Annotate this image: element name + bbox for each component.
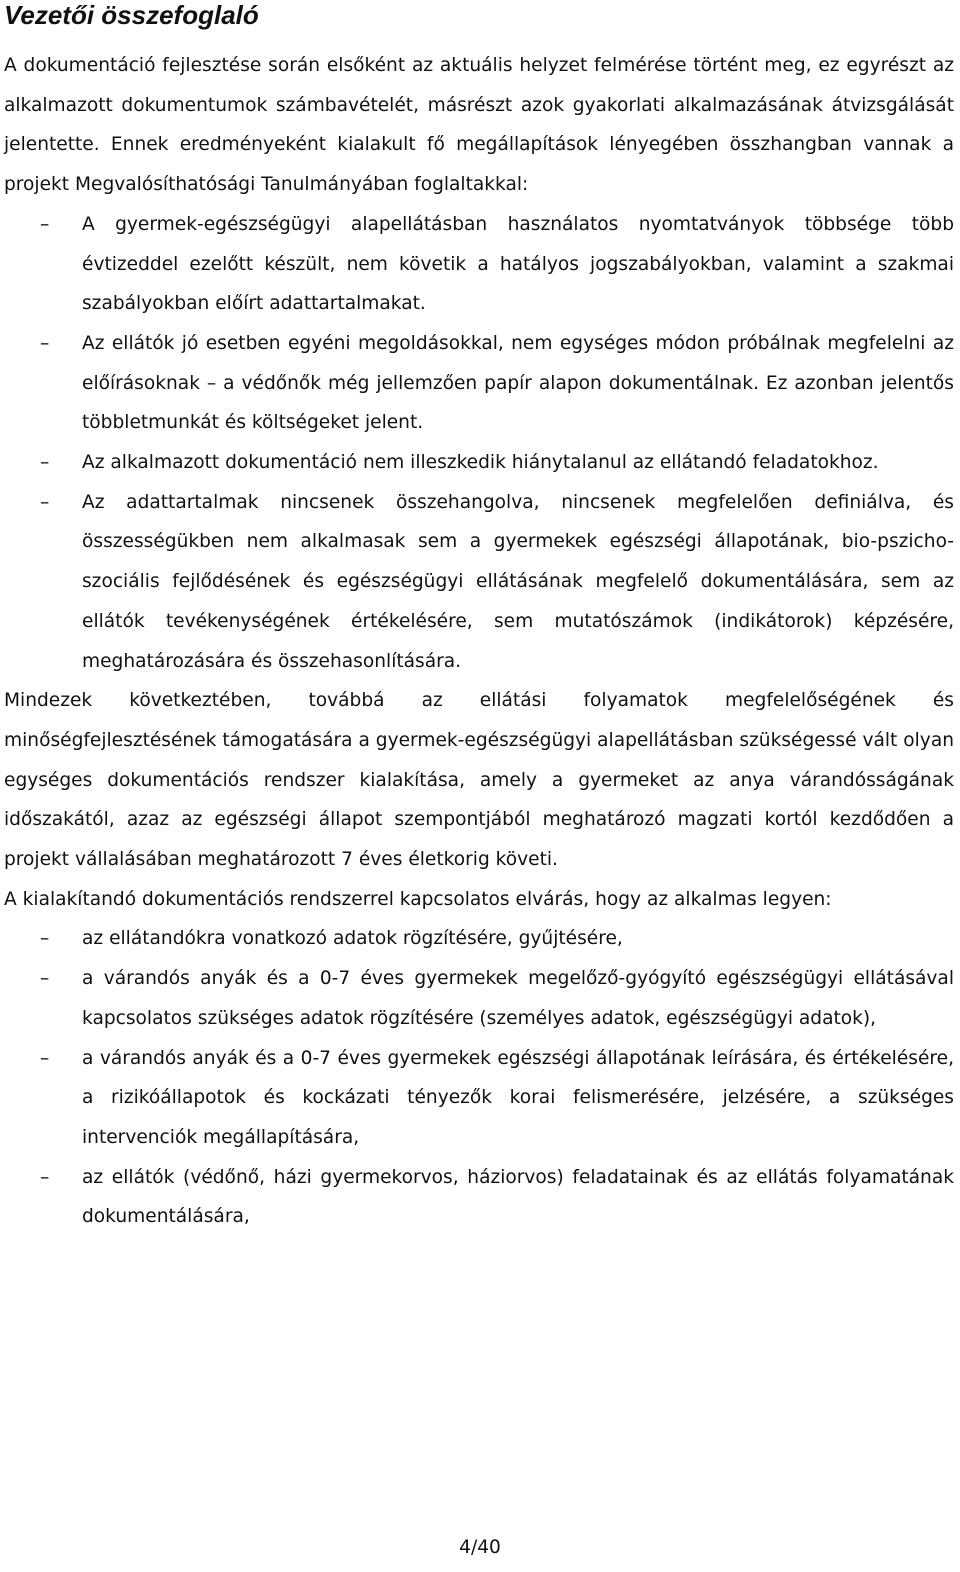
list-item [4,205,954,324]
page-number: 4/40 [459,1537,501,1558]
list-item [4,324,954,443]
requirement-text: a várandós anyák és a 0-7 éves gyermekek egészségi állapotának leírására, és értékelésére, a rizikóállapotok és kockázati tényezők korai felismerésére, jelzésére, a szükséges intervenciók megállapítására, [82,1047,954,1148]
list-item [4,1158,954,1237]
conclusion-paragraph: Mindezek következtében, továbbá az ellátási folyamatok megfelelőségének és minőségfejlesztésének támogatására a gyermek-egészségügyi alapellátásban szükségessé vált olyan egységes dokumentációs rendszer kialakítása, amely a gyermeket az anya várandósságának időszakától, azaz az egészségi állapot szempontjából meghatározó magzati kortól kezdődően a projekt vállalásában meghatározott 7 éves életkorig követi. [4,690,954,871]
dash-bullet: – [40,452,50,474]
requirement-text: a várandós anyák és a 0-7 éves gyermekek megelőző-gyógyító egészségügyi ellátásával kapcsolatos szükséges adatok rögzítésére (személyes adatok, egészségügyi adatok), [82,968,954,1029]
intro-paragraph: A dokumentáció fejlesztése során elsőként az aktuális helyzet felmérése történt meg, ez egyrészt az alkalmazott dokumentumok számbavételét, másrészt azok gyakorlati alkalmazásának átvizsgálását jelentette. Ennek eredményeként kialakult fő megállapítások lényegében összhangban vannak a projekt Megvalósíthatósági Tanulmányában foglaltakkal: [4,55,954,196]
dash-bullet: – [40,213,50,235]
document-page [4,0,954,1237]
finding-text: A gyermek-egészségügyi alapellátásban használatos nyomtatványok többsége több évtizeddel ezelőtt készült, nem követik a hatályos jogszabályokban, valamint a szakmai szabályokban előírt adattartalmakat. [82,213,954,315]
requirement-text: az ellátók (védőnő, házi gyermekorvos, háziorvos) feladatainak és az ellátás folyamatának dokumentálására, [82,1166,954,1228]
list-item [4,1039,954,1158]
list-item [4,443,954,483]
dash-bullet: – [40,332,50,354]
requirements-list [4,919,954,1237]
expectation-paragraph: A kialakítandó dokumentációs rendszerrel kapcsolatos elvárás, hogy az alkalmas legyen: [4,888,832,910]
dash-bullet: – [40,1047,50,1069]
findings-list [4,205,954,681]
dash-bullet: – [40,968,50,990]
dash-bullet: – [40,1166,50,1188]
list-item [4,959,954,1038]
requirement-text: az ellátandókra vonatkozó adatok rögzítésére, gyűjtésére, [82,928,623,950]
finding-text: Az alkalmazott dokumentáció nem illeszkedik hiánytalanul az ellátandó feladatokhoz. [82,452,879,474]
dash-bullet: – [40,928,50,950]
finding-text: Az ellátók jó esetben egyéni megoldásokkal, nem egységes módon próbálnak megfelelni az előírásoknak – a védőnők még jellemzően papír alapon dokumentálnak. Ez azonban jelentős többletmunkát és költségeket jelent. [82,332,954,434]
list-item [4,919,954,959]
dash-bullet: – [40,491,50,513]
page-title: Vezetői összefoglaló [4,0,259,30]
list-item [4,483,954,682]
finding-text: Az adattartalmak nincsenek összehangolva, nincsenek megfelelően definiálva, és összességükben nem alkalmasak sem a gyermekek egészségi állapotának, bio-pszicho-szociális fejlődésének és egészségügyi ellátásának megfelelő dokumentálására, sem az ellátók tevékenységének értékelésére, sem mutatószámok (indikátorok) képzésére, meghatározására és összehasonlítására. [82,491,954,672]
